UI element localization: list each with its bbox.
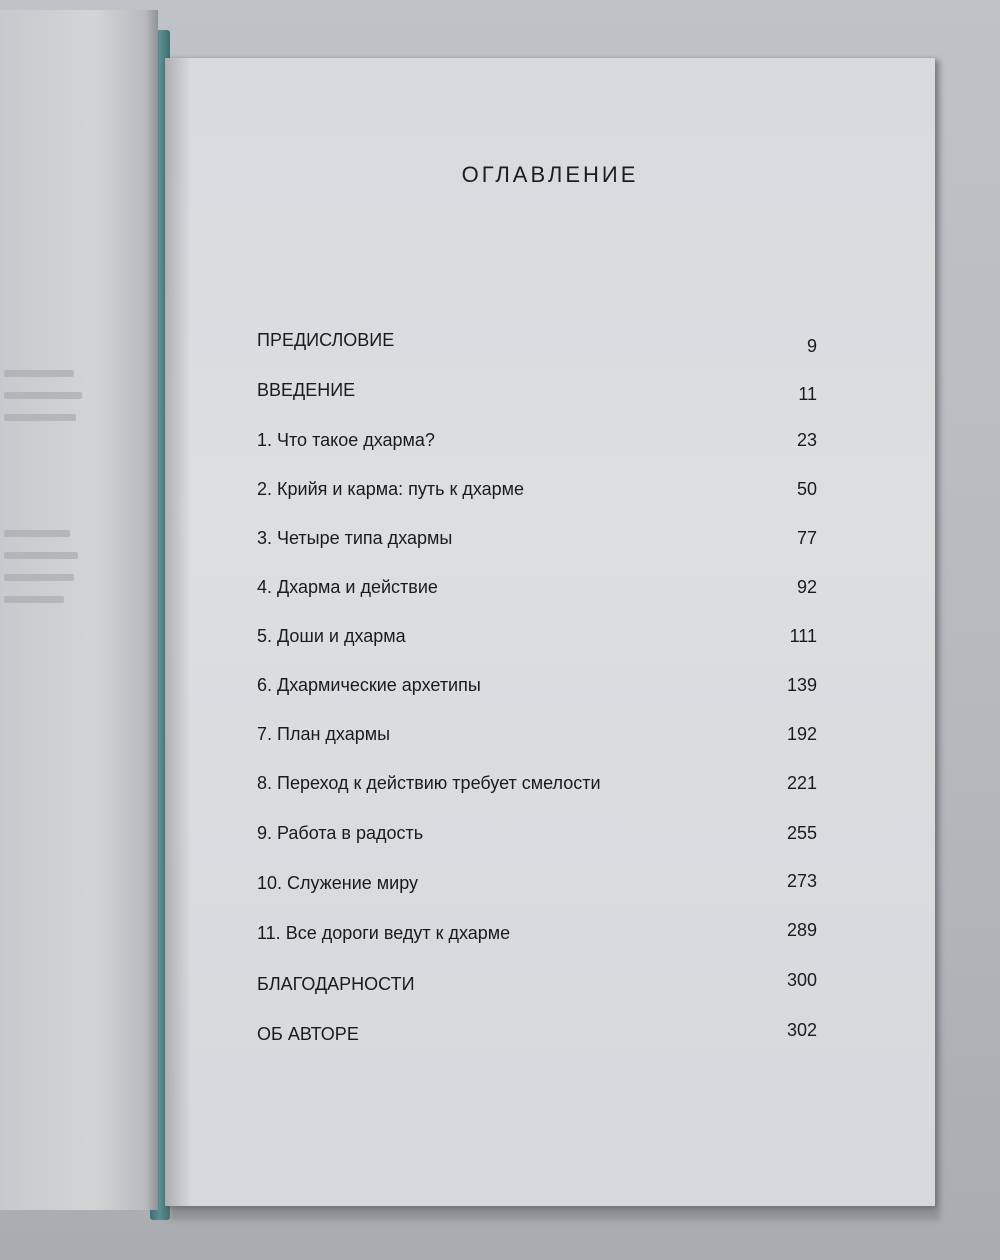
toc-entry-title: 3. Четыре типа дхармы: [257, 528, 453, 548]
contents-page: [165, 58, 935, 1206]
toc-entry-page: 50: [796, 479, 817, 499]
show-through-line: [4, 596, 64, 603]
toc-entry-title: 2. Крийя и карма: путь к дхарме: [257, 479, 525, 499]
show-through-line: [4, 392, 82, 399]
toc-entry-title: 4. Дхарма и действие: [257, 577, 438, 597]
toc-entry-page: 11: [798, 384, 817, 404]
show-through-line: [4, 574, 74, 581]
page-title: ОГЛАВЛЕНИЕ: [461, 162, 639, 187]
toc-entry-title: БЛАГОДАРНОСТИ: [257, 974, 415, 994]
show-through-line: [4, 370, 74, 377]
toc-entry-page: 300: [786, 970, 817, 990]
toc-entry-page: 289: [786, 920, 817, 940]
left-page: [0, 10, 158, 1210]
toc-entry-chapter-10: [257, 873, 817, 903]
toc-entry-preface: [257, 330, 817, 360]
show-through-line: [4, 552, 78, 559]
toc-entry-chapter-6: [257, 675, 817, 705]
toc-entry-chapter-2: [257, 479, 817, 509]
toc-entry-page: 139: [786, 675, 817, 695]
toc-entry-page: 92: [796, 577, 817, 597]
toc-entry-title: 8. Переход к действию требует смелости: [257, 773, 601, 793]
toc-entry-chapter-8: [257, 773, 817, 803]
toc-entry-title: 7. План дхармы: [257, 724, 391, 744]
toc-entry-chapter-4: [257, 577, 817, 607]
toc-entry-chapter-9: [257, 823, 817, 853]
toc-entry-title: 11. Все дороги ведут к дхарме: [257, 923, 511, 943]
toc-entry-chapter-3: [257, 528, 817, 558]
toc-entry-title: ОБ АВТОРЕ: [257, 1024, 359, 1044]
toc-entry-title: ВВЕДЕНИЕ: [257, 380, 356, 400]
toc-entry-page: 273: [786, 871, 817, 891]
toc-entry-title: ПРЕДИСЛОВИЕ: [257, 330, 395, 350]
toc-entry-page: 77: [796, 528, 817, 548]
toc-entry-chapter-5: [257, 626, 817, 656]
toc-entry-about-author: [257, 1020, 817, 1054]
toc-entry-chapter-1: [257, 430, 817, 460]
toc-entry-title: 1. Что такое дхарма?: [257, 430, 435, 450]
toc-entry-title: 6. Дхармические архетипы: [257, 675, 481, 695]
toc-entry-acknowledgements: [257, 970, 817, 1004]
toc-entry-page: 255: [786, 823, 817, 843]
toc-entry-chapter-7: [257, 724, 817, 754]
toc-entry-chapter-11: [257, 920, 817, 953]
toc-entry-page: 302: [786, 1020, 817, 1040]
toc-entry-page: 111: [789, 626, 817, 646]
page-gutter: [165, 58, 191, 1206]
show-through-line: [4, 414, 76, 421]
toc-entry-title: 9. Работа в радость: [257, 823, 424, 843]
toc-entry-title: 10. Служение миру: [257, 873, 419, 893]
toc-entry-page: 23: [796, 430, 817, 450]
toc-entry-page: 9: [806, 336, 817, 356]
toc-entry-page: 192: [786, 724, 817, 744]
toc-entry-title: 5. Доши и дхарма: [257, 626, 406, 646]
toc-entry-introduction: [257, 380, 817, 410]
show-through-line: [4, 530, 70, 537]
toc-entry-page: 221: [786, 773, 817, 793]
